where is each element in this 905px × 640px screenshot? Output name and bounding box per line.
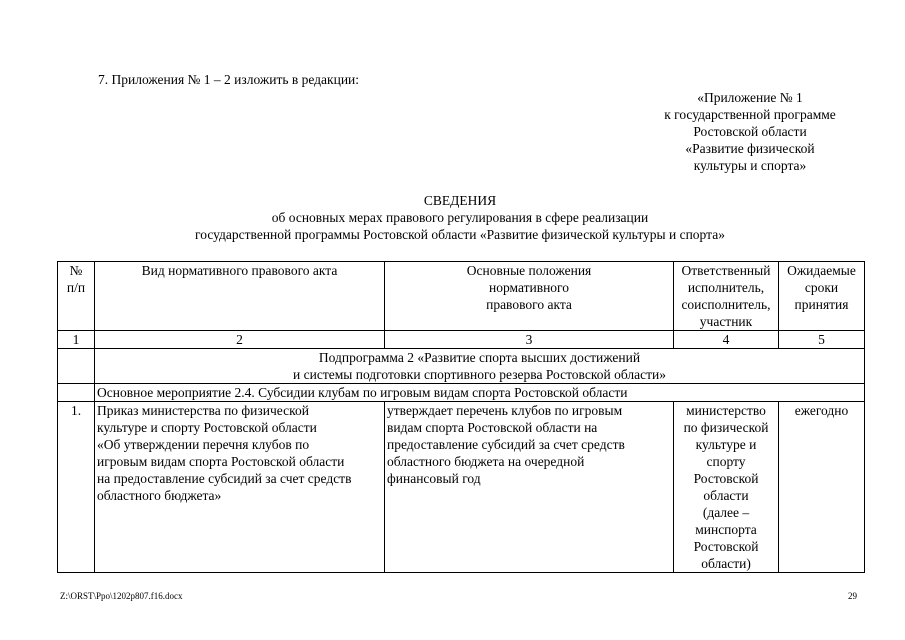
column-number: 4 [674, 331, 779, 349]
heading-line: государственной программы Ростовской области «Развитие физической культуры и спорта» [195, 227, 725, 242]
header-cell-provisions: Основные положения нормативного правового акта [385, 262, 674, 331]
appendix-line: к государственной программе [664, 107, 836, 122]
empty-cell [58, 349, 95, 384]
column-number: 5 [779, 331, 865, 349]
appendix-header [640, 89, 860, 174]
appendix-line: Ростовской области [693, 124, 807, 139]
activity-title: Основное мероприятие 2.4. Субсидии клубам по игровым видам спорта Ростовской области [95, 384, 865, 402]
file-path: Z:\ORST\Ppo\1202p807.f16.docx [60, 591, 183, 601]
appendix-line: культуры и спорта» [693, 158, 807, 173]
heading-line: об основных мерах правового регулирования в сфере реализации [271, 210, 649, 225]
column-number-row [58, 331, 865, 349]
table-header-row [58, 262, 865, 331]
executor-cell: министерство по физической культуре и спорту Ростовской области (далее – минспорта Ростовской области) [674, 402, 779, 573]
subprogram-title: Подпрограмма 2 «Развитие спорта высших достижений и системы подготовки спортивного резерва Ростовской области» [95, 349, 865, 384]
header-cell-number: № п/п [58, 262, 95, 331]
document-heading [60, 192, 860, 243]
row-number: 1. [58, 402, 95, 573]
appendix-line: «Развитие физической [685, 141, 815, 156]
deadline-cell: ежегодно [779, 402, 865, 573]
table-row [58, 402, 865, 573]
empty-cell [58, 384, 95, 402]
intro-paragraph: 7. Приложения № 1 – 2 изложить в редакции: [98, 72, 360, 87]
page-number: 29 [848, 591, 857, 601]
appendix-line: «Приложение № 1 [697, 90, 803, 105]
heading-title: СВЕДЕНИЯ [423, 193, 497, 208]
column-number: 1 [58, 331, 95, 349]
column-number: 3 [385, 331, 674, 349]
column-number: 2 [95, 331, 385, 349]
header-cell-act-type: Вид нормативного правового акта [95, 262, 385, 331]
activity-row [58, 384, 865, 402]
subprogram-row [58, 349, 865, 384]
act-cell: Приказ министерства по физической культуре и спорту Ростовской области «Об утверждении перечня клубов по игровым видам спорта Ростовской области на предоставление субсидий за счет средств областного бюджета» [95, 402, 385, 573]
header-cell-executor: Ответственный исполнитель, соисполнитель, участник [674, 262, 779, 331]
provisions-cell: утверждает перечень клубов по игровым видам спорта Ростовской области на предоставление субсидий за счет средств областного бюджета на очередной финансовый год [385, 402, 674, 573]
measures-table [57, 261, 865, 573]
header-cell-deadline: Ожидаемые сроки принятия [779, 262, 865, 331]
